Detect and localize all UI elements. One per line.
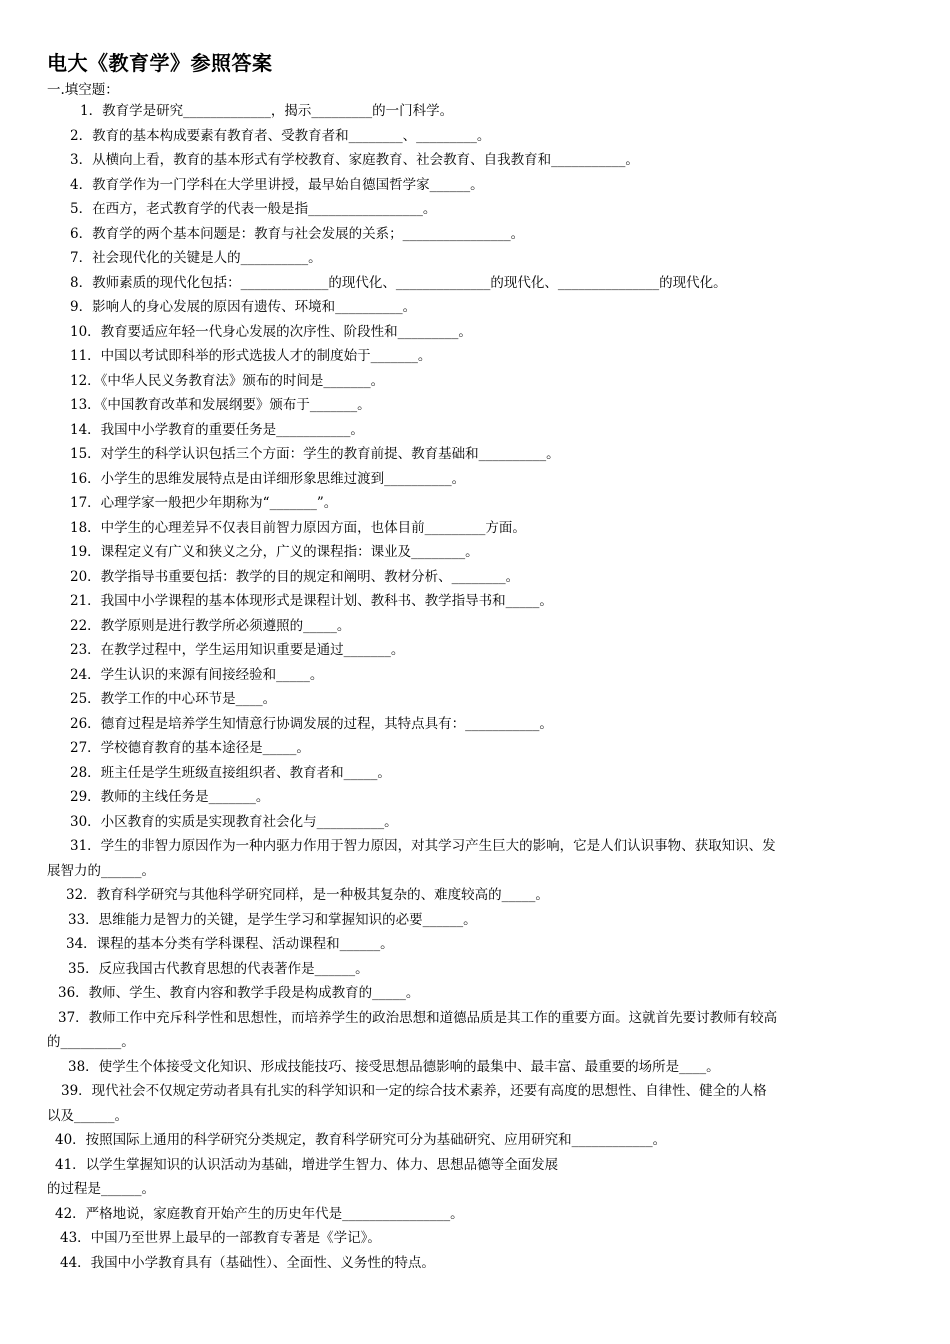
question-item: 19．课程定义有广义和狭义之分，广义的课程指：课业及________。: [70, 544, 479, 560]
question-item: 32．教育科学研究与其他科学研究同样，是一种极其复杂的、难度较高的_____。: [66, 887, 549, 903]
question-item: 9．影响人的身心发展的原因有遗传、环境和__________。: [70, 299, 417, 315]
question-item: 38．使学生个体接受文化知识、形成技能技巧、接受思想品德影响的最集中、最丰富、最重要的场所是____。: [68, 1058, 720, 1075]
question-list: [0, 99, 950, 1275]
question-item: 33．思维能力是智力的关键，是学生学习和掌握知识的必要______。: [68, 911, 477, 928]
question-item: 16．小学生的思维发展特点是由详细形象思维过渡到__________。: [70, 470, 466, 487]
section-heading: 一.填空题：: [47, 82, 119, 98]
question-item: 20．教学指导书重要包括：教学的目的规定和阐明、教材分析、________。: [70, 568, 520, 585]
question-item: 12．《中华人民义务教育法》颁布的时间是_______。: [70, 372, 385, 389]
question-item: 34．课程的基本分类有学科课程、活动课程和______。: [66, 936, 394, 952]
question-item: 25．教学工作的中心环节是____。: [70, 691, 277, 707]
question-item: 22．教学原则是进行教学所必须遵照的_____。: [70, 617, 351, 634]
question-item: 43．中国乃至世界上最早的一部教育专著是《学记》。: [60, 1230, 381, 1246]
question-item: 3．从横向上看，教育的基本形式有学校教育、家庭教育、社会教育、自我教育和___________。: [70, 152, 639, 168]
question-item: 24．学生认识的来源有间接经验和_____。: [70, 666, 324, 683]
question-item: 35．反应我国古代教育思想的代表著作是______。: [68, 960, 369, 977]
question-item: 18．中学生的心理差异不仅表目前智力原因方面，也体目前_________方面。: [70, 519, 526, 536]
document-title: 电大《教育学》参照答案: [47, 51, 273, 75]
question-item: 2．教育的基本构成要素有教育者、受教育者和________、_________。: [70, 127, 491, 144]
question-item: 8．教师素质的现代化包括：_____________的现代化、______________的现代化、_______________的现代化。: [70, 274, 727, 291]
question-item: 13．《中国教育改革和发展纲要》颁布于_______。: [70, 397, 371, 413]
question-item: 31．学生的非智力原因作为一种内驱力作用于智力原因，对其学习产生巨大的影响，它是人们认识事物、获取知识、发 展智力的______。: [47, 838, 776, 879]
question-item: 26．德育过程是培养学生知情意行协调发展的过程，其特点具有：___________。: [70, 715, 553, 732]
question-item: 28．班主任是学生班级直接组织者、教育者和_____。: [70, 764, 391, 781]
question-item: 11．中国以考试即科举的形式选拔人才的制度始于_______。: [70, 348, 432, 364]
question-item: 42．严格地说，家庭教育开始产生的历史年代是________________。: [55, 1205, 464, 1222]
question-item: 27．学校德育教育的基本途径是_____。: [70, 740, 310, 756]
question-item: 36．教师、学生、教育内容和教学手段是构成教育的_____。: [58, 985, 420, 1001]
question-item: 10．教育要适应年轻一代身心发展的次序性、阶段性和_________。: [70, 323, 472, 340]
question-item: 1．教育学是研究_____________，揭示_________的一门科学。: [80, 103, 454, 119]
question-item: 17．心理学家一般把少年期称为“_______”。: [70, 495, 338, 511]
question-item: 15．对学生的科学认识包括三个方面：学生的教育前提、教育基础和__________。: [70, 446, 560, 462]
question-item: 39．现代社会不仅规定劳动者具有扎实的科学知识和一定的综合技术素养，还要有高度的思想性、自律性、健全的人格 以及______。: [47, 1083, 767, 1124]
question-item: 14．我国中小学教育的重要任务是___________。: [70, 421, 364, 438]
question-item: 40．按照国际上通用的科学研究分类规定，教育科学研究可分为基础研究、应用研究和____________。: [55, 1132, 667, 1148]
question-item: 41．以学生掌握知识的认识活动为基础，增进学生智力、体力、思想品德等全面发展 的过程是______。: [47, 1156, 559, 1197]
question-item: 29．教师的主线任务是_______。: [70, 789, 270, 805]
question-item: 23．在教学过程中，学生运用知识重要是通过_______。: [70, 642, 405, 658]
question-item: 7．社会现代化的关键是人的__________。: [70, 250, 322, 266]
question-item: 30．小区教育的实质是实现教育社会化与__________。: [70, 813, 398, 830]
question-item: 21．我国中小学课程的基本体现形式是课程计划、教科书、教学指导书和_____。: [70, 593, 553, 609]
question-item: 44．我国中小学教育具有（基础性）、全面性、义务性的特点。: [60, 1254, 435, 1271]
question-item: 4．教育学作为一门学科在大学里讲授，最早始自德国哲学家______。: [70, 176, 484, 193]
question-item: 6．教育学的两个基本问题是：教育与社会发展的关系；________________。: [70, 225, 525, 242]
question-item: 37．教师工作中充斥科学性和思想性，而培养学生的政治思想和道德品质是其工作的重要方面。这就首先要讨教师有较高 的_________。: [47, 1009, 778, 1050]
question-item: 5．在西方，老式教育学的代表一般是指_________________。: [70, 201, 437, 217]
